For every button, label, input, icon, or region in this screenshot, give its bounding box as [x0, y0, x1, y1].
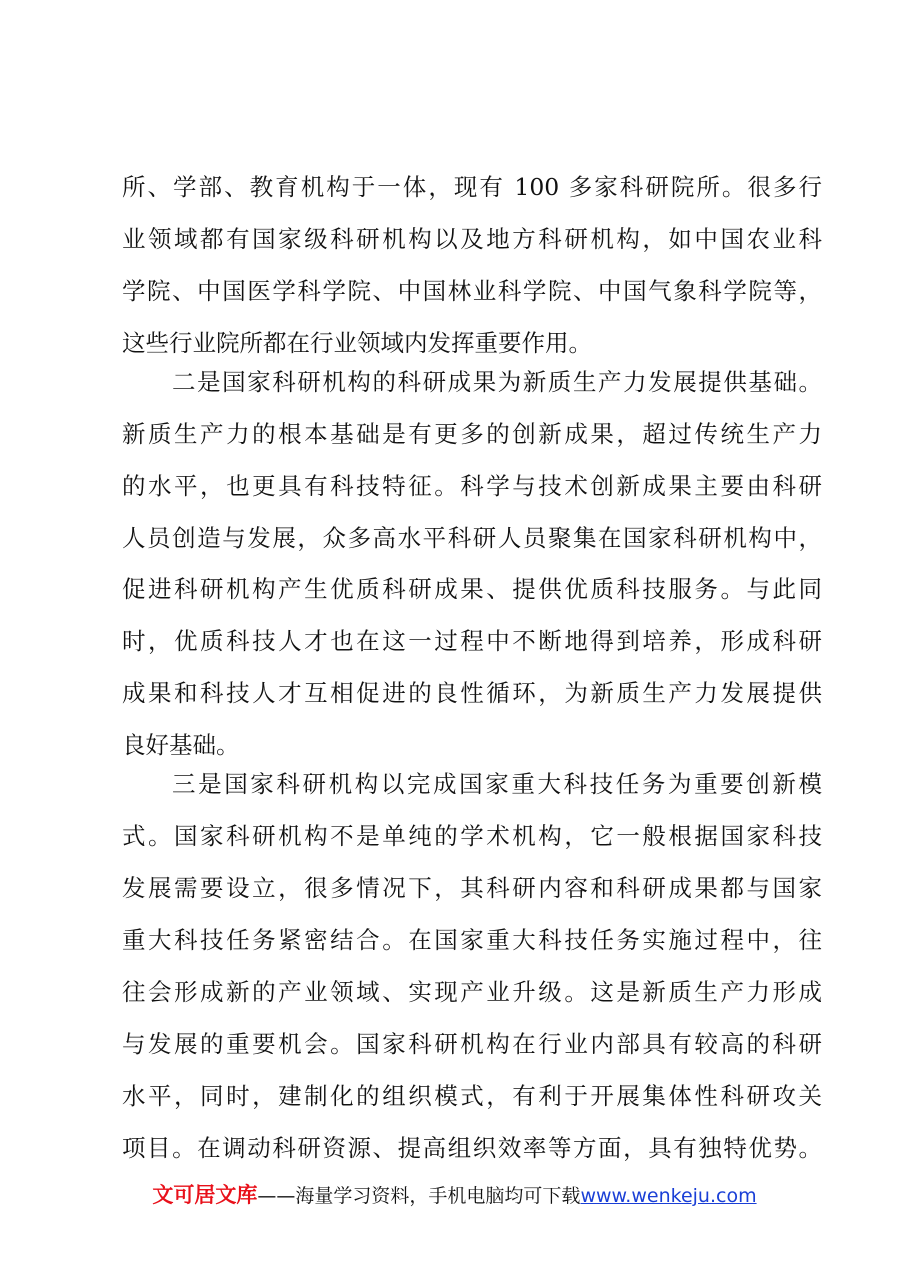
body-text-line: 所、学部、教育机构于一体，现有 100 多家科研院所。很多行 — [122, 173, 822, 201]
body-text-line: 业领域都有国家级科研机构以及地方科研机构，如中国农业科 — [122, 225, 822, 253]
body-text-line: 与发展的重要机会。国家科研机构在行业内部具有较高的科研 — [122, 1030, 822, 1058]
footer-website-link[interactable]: www.wenkeju.com — [580, 1185, 757, 1207]
footer-tagline: ——海量学习资料，手机电脑均可下载 — [257, 1185, 581, 1207]
body-text-line: 时，优质科技人才也在这一过程中不断地得到培养，形成科研 — [122, 627, 822, 655]
body-text-line: 促进科研机构产生优质科研成果、提供优质科技服务。与此同 — [122, 575, 822, 603]
body-text-line: 新质生产力的根本基础是有更多的创新成果，超过传统生产力 — [122, 420, 822, 448]
body-text-line: 重大科技任务紧密结合。在国家重大科技任务实施过程中，往 — [122, 926, 822, 954]
paragraph-heading-line: 三是国家科研机构以完成国家重大科技任务为重要创新模 — [172, 770, 822, 798]
footer-brand: 文可居文库 — [152, 1183, 258, 1207]
body-text-line: 往会形成新的产业领域、实现产业升级。这是新质生产力形成 — [122, 978, 822, 1006]
body-text-line: 学院、中国医学科学院、中国林业科学院、中国气象科学院等， — [122, 277, 822, 305]
body-text-line: 水平，同时，建制化的组织模式，有利于开展集体性科研攻关 — [122, 1082, 822, 1110]
body-text-line: 这些行业院所都在行业领域内发挥重要作用。 — [122, 329, 592, 357]
body-text-line: 发展需要设立，很多情况下，其科研内容和科研成果都与国家 — [122, 874, 822, 902]
body-text-line: 成果和科技人才互相促进的良性循环，为新质生产力发展提供 — [122, 679, 822, 707]
body-text-line: 的水平，也更具有科技特征。科学与技术创新成果主要由科研 — [122, 472, 822, 500]
body-text-line: 式。国家科研机构不是单纯的学术机构，它一般根据国家科技 — [122, 822, 822, 850]
paragraph-heading-line: 二是国家科研机构的科研成果为新质生产力发展提供基础。 — [172, 368, 822, 396]
body-text-line: 项目。在调动科研资源、提高组织效率等方面，具有独特优势。 — [122, 1134, 822, 1162]
body-text-line: 良好基础。 — [122, 731, 240, 759]
footer-banner — [0, 1180, 909, 1211]
body-text-line: 人员创造与发展，众多高水平科研人员聚集在国家科研机构中， — [122, 524, 822, 552]
